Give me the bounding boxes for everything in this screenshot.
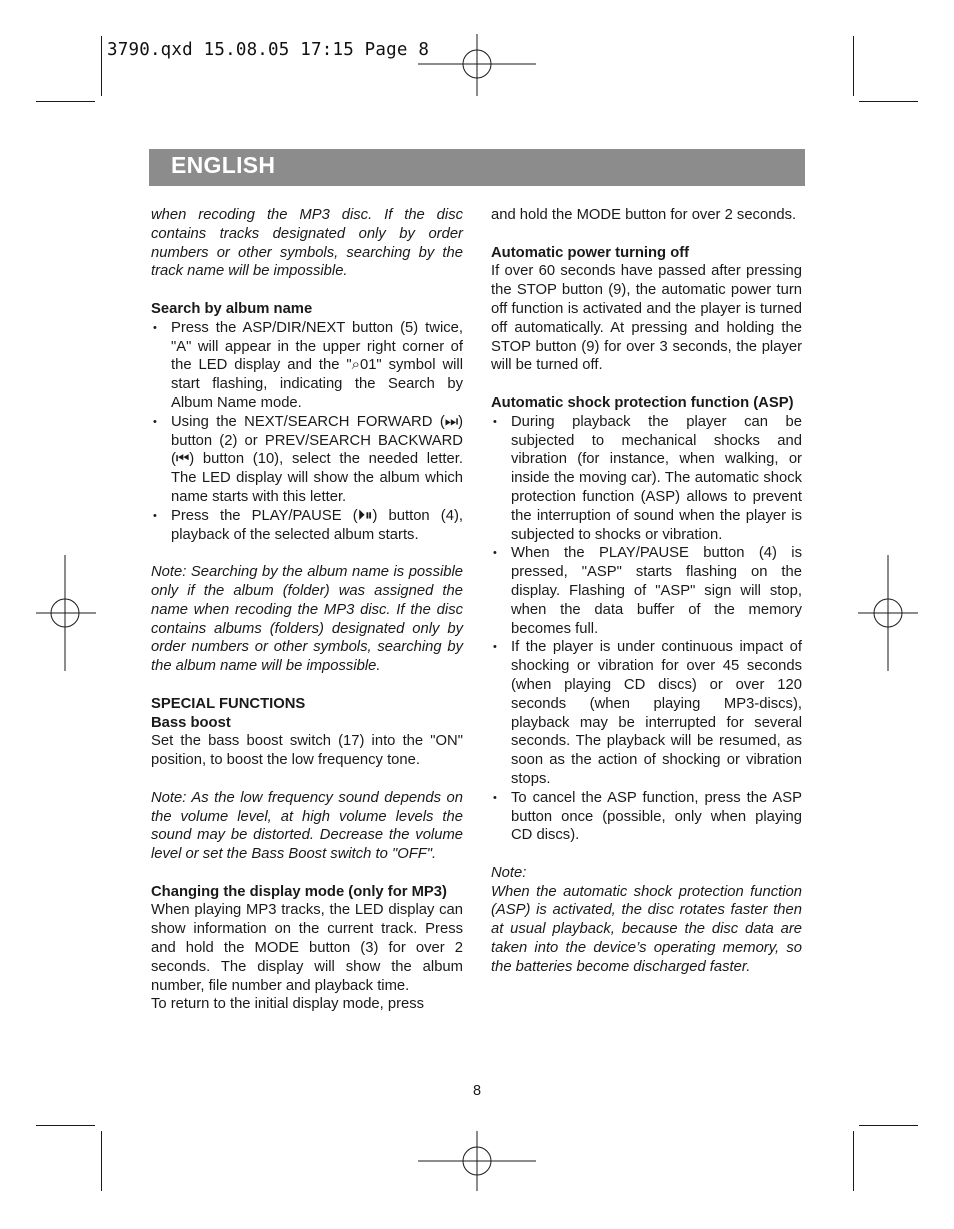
bass-boost-note: Note: As the low frequency sound depends on the volume level, at high volume levels the sound may be distorted. Decrease the volume level or set the Bass Boost switch to "OFF". <box>151 789 463 863</box>
crop-mark-bottom-left-h <box>36 1125 95 1126</box>
registration-mark-left <box>36 555 96 671</box>
crop-mark-top-right-v <box>853 36 854 96</box>
left-column <box>151 206 463 1014</box>
list-item: • Press the PLAY/PAUSE (⏵⏸) button (4), playback of the selected album starts. <box>151 507 463 545</box>
crop-mark-top-right-h <box>859 101 918 102</box>
language-title: ENGLISH <box>171 152 276 178</box>
right-column <box>491 206 802 977</box>
page-number: 8 <box>472 1083 482 1099</box>
crop-mark-bottom-right-h <box>859 1125 918 1126</box>
list-item: • If the player is under continuous impact of shocking or vibration for over 45 seconds (when playing CD discs) or over 120 seconds (when playing MP3-discs), playback may be interrupted for several seconds. The playback will be resumed, as soon as the action of shocking or vibration stops. <box>491 638 802 788</box>
auto-power-text: If over 60 seconds have passed after pressing the STOP button (9), the automatic power turn off function is activated and the player is turned off automatically. At pressing and holding the STOP button (9) for over 3 seconds, the player will be turned off. <box>491 263 802 374</box>
registration-mark-right <box>858 555 918 671</box>
bass-boost-text: Set the bass boost switch (17) into the "ON" position, to boost the low frequency tone. <box>151 733 463 769</box>
registration-mark-bottom <box>418 1131 536 1191</box>
crop-mark-bottom-right-v <box>853 1131 854 1191</box>
registration-mark-top <box>418 34 536 96</box>
auto-power-heading: Automatic power turning off <box>491 244 690 261</box>
language-header-bar <box>149 149 805 186</box>
bass-boost-heading: Bass boost <box>151 714 231 731</box>
crop-mark-bottom-left-v <box>101 1131 102 1191</box>
list-item: • During playback the player can be subjected to mechanical shocks and vibration (for instance, when walking, or inside the moving car). The automatic shock protection function (ASP) allows to prevent the interruption of sound when the player is subjected to shocks or vibration. <box>491 413 802 545</box>
display-mode-text-continued: To return to the initial display mode, press <box>151 996 425 1013</box>
album-search-heading: Search by album name <box>151 300 313 317</box>
asp-heading: Automatic shock protection function (ASP) <box>491 394 794 411</box>
asp-note-text: When the automatic shock protection function (ASP) is activated, the disc rotates faster then at usual playback, because the disc data are taken into the device’s operating memory, so the batteries become discharged faster. <box>491 883 802 975</box>
special-functions-heading: SPECIAL FUNCTIONS <box>151 695 306 712</box>
asp-list <box>491 413 802 845</box>
list-item: • Using the NEXT/SEARCH FORWARD (⏭) button (2) or PREV/SEARCH BACKWARD (⏮) button (10), select the needed letter. The LED display will show the album which name starts with this letter. <box>151 413 463 507</box>
album-search-note: Note: Searching by the album name is possible only if the album (folder) was assigned the name when recoding the MP3 disc. If the disc contains albums (folders) designated only by order numbers or other symbols, searching by the album name will be impossible. <box>151 564 463 675</box>
asp-note-label: Note: <box>491 864 527 881</box>
intro-note: when recoding the MP3 disc. If the disc contains tracks designated only by order numbers or other symbols, searching by the track name will be impossible. <box>151 207 463 280</box>
list-item: • When the PLAY/PAUSE button (4) is pressed, "ASP" starts flashing on the display. Flashing of "ASP" sign will stop, when the data buffer of the memory becomes full. <box>491 544 802 638</box>
continuation-text: and hold the MODE button for over 2 seconds. <box>491 207 797 223</box>
crop-mark-top-left-h <box>36 101 95 102</box>
display-mode-text: When playing MP3 tracks, the LED display can show information on the current track. Press and hold the MODE button (3) for over 2 seconds. The display will show the album number, file number and playback time. <box>151 902 463 994</box>
list-item: • To cancel the ASP function, press the ASP button once (possible, only when playing CD discs). <box>491 789 802 845</box>
album-search-steps <box>151 319 463 545</box>
crop-mark-top-left-v <box>101 36 102 96</box>
display-mode-heading: Changing the display mode (only for MP3) <box>151 883 447 900</box>
print-slug-line: 3790.qxd 15.08.05 17:15 Page 8 <box>107 40 430 60</box>
list-item: • Press the ASP/DIR/NEXT button (5) twice, "A" will appear in the upper right corner of the LED display and the "⌕01" symbol will start flashing, indicating the Search by Album Name mode. <box>151 319 463 413</box>
